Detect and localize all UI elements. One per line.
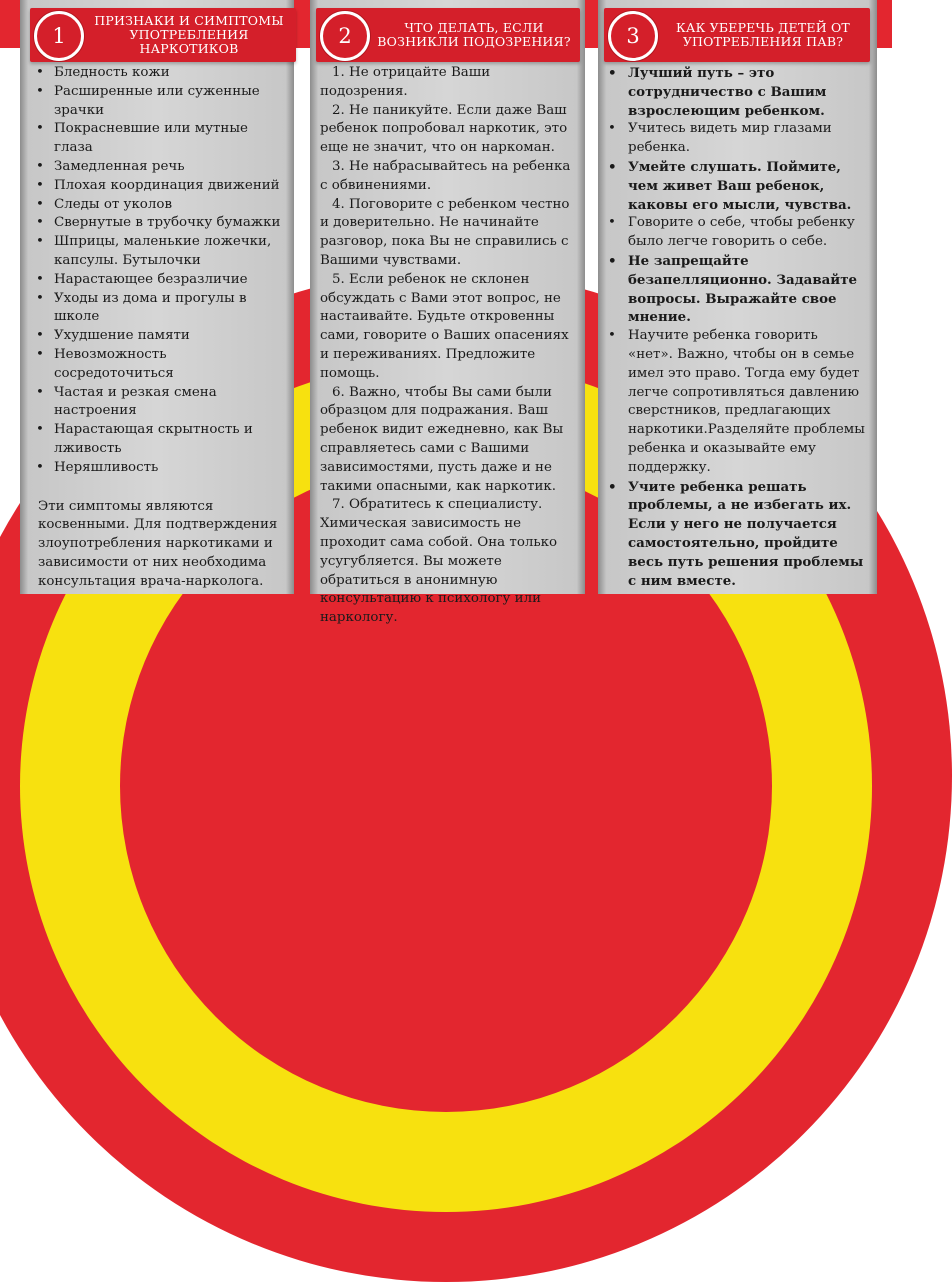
panel-header — [316, 8, 580, 62]
list-item: • Частая и резкая смена настроения — [34, 384, 290, 422]
list-item: • Следы от уколов — [34, 196, 290, 215]
list-item: • Расширенные или суженные зрачки — [34, 83, 290, 121]
list-item: • Нарастающее безразличие — [34, 271, 290, 290]
list-item: 1. Не отрицайте Ваши подозрения. — [320, 65, 491, 99]
panel-number-badge: 3 — [608, 11, 658, 61]
panel-suspicions — [310, 0, 585, 626]
list-item: • Плохая координация движений — [34, 177, 290, 196]
list-item: 6. Важно, чтобы Вы сами были образцом для подражания. Ваш ребенок видит ежедневно, как Вы справляетесь сами с Вашими зависимостями, пусть даже и не такими опасными, как наркотик. — [320, 384, 564, 494]
list-item: • Неряшливость — [34, 459, 290, 478]
list-item: 3. Не набрасывайтесь на ребенка с обвинениями. — [320, 158, 571, 193]
list-item: 2. Не паникуйте. Если даже Ваш ребенок попробовал наркотик, это еще не значит, что он наркоман. — [320, 102, 568, 156]
list-item: • Бледность кожи — [34, 64, 290, 83]
list-item: • Ухудшение памяти — [34, 327, 290, 346]
list-item: • Уходы из дома и прогулы в школе — [34, 290, 290, 328]
list-item: • Лучший путь – это сотрудничество с Вашим взрослеющим ребенком. — [606, 64, 866, 120]
list-item: 7. Обратитесь к специалисту. Химическая зависимость не проходит сама собой. Она только усугубляется. Вы можете обратиться в анонимную консультацию к психологу или наркологу. — [320, 497, 558, 626]
prevention-list — [606, 64, 866, 590]
panel-header — [30, 8, 296, 62]
symptoms-list — [34, 64, 290, 478]
list-item: • Покрасневшие или мутные глаза — [34, 120, 290, 158]
panel-content — [606, 64, 866, 590]
list-item: • Шприцы, маленькие ложечки, капсулы. Бутылочки — [34, 233, 290, 271]
list-item: • Не запрещайте безапелляционно. Задавайте вопросы. Выражайте свое мнение. — [606, 252, 866, 327]
list-item: • Научите ребенка говорить «нет». Важно, чтобы он в семье имел это право. Тогда ему будет легче сопротивляться давлению сверстников, предлагающих наркотики.Разделяйте проблемы ребенка и оказывайте ему поддержку. — [606, 327, 866, 477]
list-item: • Учите ребенка решать проблемы, а не избегать их. Если у него не получается самостоятельно, пройдите весь путь решения проблемы с ним вместе. — [606, 478, 866, 591]
panel-header — [604, 8, 870, 62]
panel-number-badge: 2 — [320, 11, 370, 61]
panel-title: КАК УБЕРЕЧЬ ДЕТЕЙ ОТ УПОТРЕБЛЕНИЯ ПАВ? — [676, 20, 850, 49]
list-item: 5. Если ребенок не склонен обсуждать с Вами этот вопрос, не настаивайте. Будьте откровенны сами, говорите о Ваших опасениях и переживаниях. Предложите помощь. — [320, 271, 569, 381]
list-item: • Учитесь видеть мир глазами ребенка. — [606, 120, 866, 158]
panel-title: ЧТО ДЕЛАТЬ, ЕСЛИ ВОЗНИКЛИ ПОДОЗРЕНИЯ? — [377, 20, 571, 49]
panel-title: ПРИЗНАКИ И СИМПТОМЫ УПОТРЕБЛЕНИЯ НАРКОТИКОВ — [94, 13, 284, 56]
list-item: • Нарастающая скрытность и лживость — [34, 421, 290, 459]
panel-symptoms — [20, 0, 294, 594]
panel-prevention — [598, 0, 877, 594]
list-item: • Говорите о себе, чтобы ребенку было легче говорить о себе. — [606, 214, 866, 252]
panel-content — [34, 64, 290, 592]
panel-content — [320, 64, 578, 628]
symptoms-note: Эти симптомы являются косвенными. Для подтверждения злоупотребления наркотиками и зависимости от них необходима консультация врача-нарколога. — [38, 498, 278, 589]
list-item: • Невозможность сосредоточиться — [34, 346, 290, 384]
list-item: • Замедленная речь — [34, 158, 290, 177]
list-item: 4. Поговорите с ребенком честно и доверительно. Не начинайте разговор, пока Вы не справились с Вашими чувствами. — [320, 196, 570, 268]
list-item: • Свернутые в трубочку бумажки — [34, 214, 290, 233]
list-item: • Умейте слушать. Поймите, чем живет Ваш ребенок, каковы его мысли, чувства. — [606, 158, 866, 214]
panel-number-badge: 1 — [34, 11, 84, 61]
